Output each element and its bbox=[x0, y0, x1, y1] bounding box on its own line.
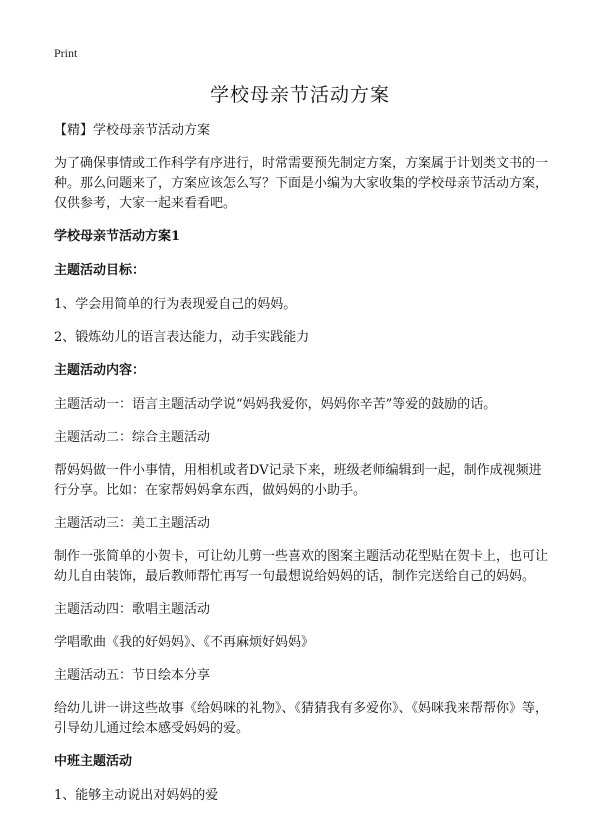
section-heading-goals: 主题活动目标： bbox=[54, 263, 146, 278]
activity-3-title: 主题活动三：美工主题活动 bbox=[54, 516, 211, 531]
document-title: 学校母亲节活动方案 bbox=[209, 84, 390, 106]
section-heading-content: 主题活动内容： bbox=[54, 363, 146, 378]
activity-4-text: 学唱歌曲《我的好妈妈》、《不再麻烦好妈妈》 bbox=[54, 635, 315, 650]
activity-1: 主题活动一：语言主题活动学说“妈妈我爱你，妈妈你辛苦”等爱的鼓励的话。 bbox=[54, 397, 497, 412]
activity-2-text: 帮妈妈做一件小事情，用相机或者DV记录下来，班级老师编辑到一起，制作成视频进行分享。比如：在家帮妈妈拿东西，做妈妈的小助手。 bbox=[54, 463, 542, 498]
activity-2-title: 主题活动二：综合主题活动 bbox=[54, 430, 211, 445]
goal-item-1: 1、学会用简单的行为表现爱自己的妈妈。 bbox=[54, 297, 297, 312]
activity-5-title: 主题活动五：节日绘本分享 bbox=[54, 668, 211, 683]
section-heading-plan-1: 学校母亲节活动方案1 bbox=[54, 229, 181, 244]
document-body bbox=[54, 121, 548, 819]
document-subtitle: 【精】学校母亲节活动方案 bbox=[54, 123, 211, 138]
intro-paragraph: 为了确保事情或工作科学有序进行，时常需要预先制定方案，方案属于计划类文书的一种。那么问题来了，方案应该怎么写？下面是小编为大家收集的学校母亲节活动方案，仅供参考，大家一起来看看吧。 bbox=[54, 156, 549, 211]
print-label: Print bbox=[54, 46, 78, 60]
activity-5-text: 给幼儿讲一讲这些故事《给妈咪的礼物》、《猜猜我有多爱你》、《妈咪我来帮帮你》等，引导幼儿通过绘本感受妈妈的爱。 bbox=[54, 701, 549, 736]
activity-3-text: 制作一张简单的小贺卡，可让幼儿剪一些喜欢的图案主题活动花型贴在贺卡上，也可让幼儿自由装饰，最后教师帮忙再写一句最想说给妈妈的话，制作完送给自己的妈妈。 bbox=[54, 549, 549, 584]
goal-item-2: 2、锻炼幼儿的语言表达能力，动手实践能力 bbox=[54, 330, 310, 345]
activity-4-title: 主题活动四：歌唱主题活动 bbox=[54, 602, 211, 617]
middle-goal-item-1: 1、能够主动说出对妈妈的爱 bbox=[54, 788, 219, 803]
section-heading-middle-class: 中班主题活动 bbox=[54, 754, 133, 769]
